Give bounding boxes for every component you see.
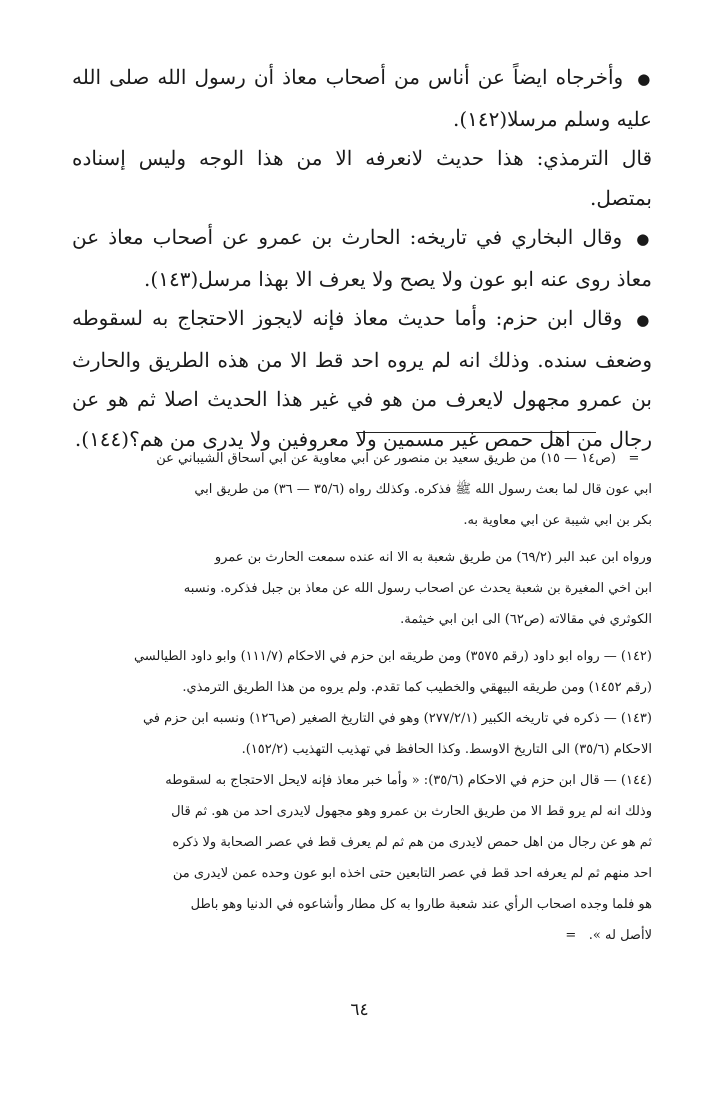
- footnote-143: (١٤٣) — ذكره في تاريخه الكبير (٢٧٧/٢/١) وهو في التاريخ الصغير (ص١٢٦) ونسبه ابن حزم في: [142, 711, 652, 726]
- footnote-continuation-line: ابن اخي المغيرة بن شعبة يحدث عن اصحاب رسول الله عن معاذ بن جبل فذكره. ونسبه: [183, 581, 652, 596]
- footnote-142: (١٤٢) — رواه ابو داود (رقم ٣٥٧٥) ومن طريقه ابن حزم في الاحكام (١١١/٧) وابو داود الطيالسي: [133, 649, 652, 664]
- footnote-144-line: [80, 920, 652, 951]
- footnote-continuation-line: بكر بن ابي شيبة عن ابي معاوية به.: [463, 513, 652, 528]
- continuation-mark: =: [628, 451, 640, 466]
- paragraph-3: [72, 218, 652, 299]
- footnote-142-line: (رقم ١٤٥٢) ومن طريقه البيهقي والخطيب كما تقدم. ولم يروه من هذا الطريق الترمذي.: [182, 680, 652, 695]
- footnote-144-line: احد منهم ثم لم يعرفه احد قط في عصر التابعين حتى اخذه ابو عون وحده عمن لايدرى من: [172, 866, 652, 881]
- footnote-144-line: وذلك انه لم يرو قط الا من طريق الحارث بن عمرو وهو مجهول لايدرى احد من هو. ثم قال: [171, 804, 652, 819]
- continuation-mark-end: =: [565, 928, 577, 943]
- footnote-continuation-line: [80, 443, 652, 474]
- footnote-143-line: الاحكام (٣٥/٦) الى التاريخ الاوسط. وكذا الحافظ في تهذيب التهذيب (١٥٢/٢).: [241, 742, 652, 757]
- paragraph-4: [72, 299, 652, 459]
- paragraph-2: قال الترمذي: هذا حديث لانعرفه الا من هذا الوجه وليس إسناده بمتصل.: [72, 146, 652, 210]
- page-number: ٦٤: [350, 1000, 369, 1020]
- footnote-144-line: ثم هو عن رجال من اهل حمص لايدرى من هم ثم لم يعرف قط في عصر الصحابة ولا ذكره: [172, 835, 652, 850]
- bullet-3: ●: [636, 311, 653, 329]
- footnote-divider: [356, 432, 596, 433]
- paragraph-3-text: وقال البخاري في تاريخه: الحارث بن عمرو عن أصحاب معاذ عن معاذ روى عنه ابو عون ولا يصح ولا يعرف الا بهذا مرسل(١٤٣).: [72, 225, 652, 291]
- bullet-1: ●: [637, 70, 652, 88]
- footnote-continuation-line: ابي عون قال لما بعث رسول الله ﷺ فذكره. وكذلك رواه (٣٥/٦ — ٣٦) من طريق ابي: [194, 482, 652, 497]
- bullet-2: ●: [636, 230, 653, 248]
- footnotes: [80, 443, 652, 951]
- footnote-144: (١٤٤) — قال ابن حزم في الاحكام (٣٥/٦): « وأما خبر معاذ فإنه لايحل الاحتجاج به لسقوطه: [165, 773, 652, 788]
- paragraph-1-text: وأخرجاه ايضاً عن أناس من أصحاب معاذ أن رسول الله صلى الله عليه وسلم مرسلا(١٤٢).: [72, 65, 652, 131]
- main-text: [72, 58, 652, 459]
- footnote-144-line: هو فلما وجده اصحاب الرأي عند شعبة طاروا به كل مطار وأشاعوه في الدنيا وهو باطل: [190, 897, 652, 912]
- footnote-continuation-line: ورواه ابن عبد البر (٦٩/٢) من طريق شعبة به الا انه عنده سمعت الحارث بن عمرو: [214, 550, 652, 565]
- footnote-144-end-text: لاأصل له ».: [588, 928, 652, 943]
- footnote-continuation-text: (ص١٤ — ١٥) من طريق سعيد بن منصور عن ابي معاوية عن ابي اسحاق الشيباني عن: [156, 451, 616, 466]
- paragraph-4-text: وقال ابن حزم: وأما حديث معاذ فإنه لايجوز الاحتجاج به لسقوطه وضعف سنده. وذلك انه لم يروه احد قط الا من هذه الطريق والحارث بن عمرو مجهول لايعرف من هو في غير هذا الحديث اصلا ثم هو عن رجال من اهل حمص غير مسمين ولا معروفين ولا يدرى من هم؟(١٤٤).: [72, 306, 652, 451]
- footnote-continuation-line: الكوثري في مقالاته (ص٦٢) الى ابن ابي خيثمة.: [400, 612, 652, 627]
- paragraph-1: [72, 58, 652, 139]
